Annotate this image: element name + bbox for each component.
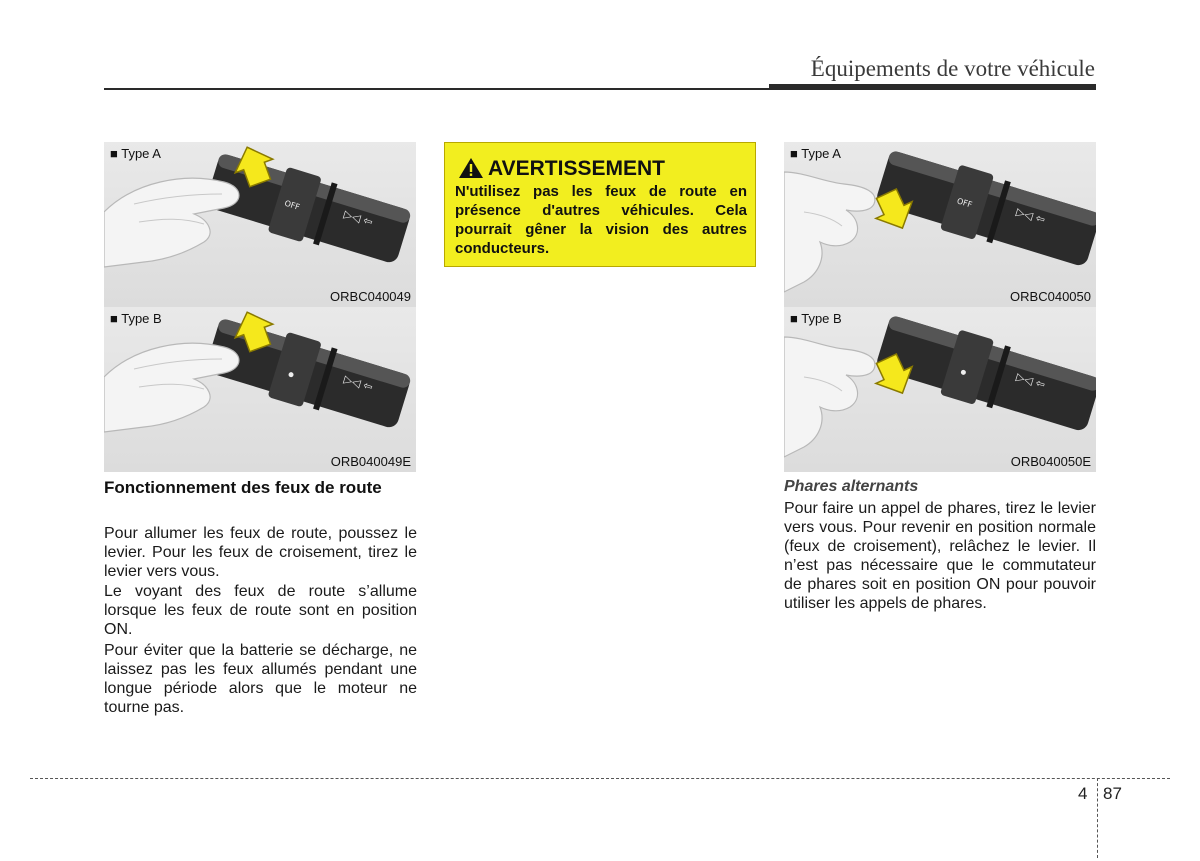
figure-right-type-a [784,142,1096,307]
paragraph: Le voyant des feux de route s’allume lorsque les feux de route sont en position ON. [104,583,417,638]
hand-shape [784,337,875,457]
page-header-title: Équipements de votre véhicule [810,56,1095,81]
figure-label: ■ Type A [790,146,841,161]
paragraph: Pour faire un appel de phares, tirez le levier vers vous. Pour revenir en position normale (feux de croisement), relâchez le levier. Il n’est pas nécessaire que le commutateur de phares soit en position ON pour pouvoir utiliser les appels de phares. [784,500,1096,612]
svg-text:OFF: OFF [283,198,301,212]
hand-shape [104,178,239,267]
header-rule-thin [104,88,770,90]
figure-code: ORB040049E [330,454,411,469]
lever-stalk [203,147,414,271]
lever-pull-illustration [784,142,1096,307]
lever-push-illustration [104,307,416,472]
figure-code: ORBC040049 [330,289,411,304]
paragraph: Pour éviter que la batterie se décharge, ne laissez pas les feux allumés pendant une longue période alors que le moteur ne tourne pas. [104,642,417,716]
svg-text:▷◁ ⇦: ▷◁ ⇦ [342,372,375,394]
figure-label: ■ Type B [790,311,842,326]
svg-text:▷◁ ⇦: ▷◁ ⇦ [1014,205,1047,227]
svg-text:OFF: OFF [955,196,974,210]
figure-code: ORBC040050 [1010,289,1091,304]
figure-left-type-a [104,142,416,307]
lever-pull-illustration [784,307,1096,472]
subheading: Phares alternants [784,478,919,495]
warning-title: AVERTISSEMENT [488,157,665,180]
svg-text:▷◁ ⇦: ▷◁ ⇦ [342,207,375,229]
figure-left-type-b [104,307,416,472]
warning-triangle-icon [458,157,484,179]
hand-shape [104,343,239,432]
footer-vertical-divider [1097,778,1098,858]
figure-label: ■ Type A [110,146,161,161]
lever-stalk [203,312,414,436]
page-number: 87 [1103,784,1122,803]
warning-text: N'utilisez pas les feux de route en présence d'autres véhicules. Cela pourrait gêner la vision des autres conducteurs. [455,183,747,257]
warning-box [444,142,756,267]
hand-shape [784,172,875,292]
svg-text:▷◁ ⇦: ▷◁ ⇦ [1014,370,1047,392]
figure-label: ■ Type B [110,311,162,326]
paragraph: Pour allumer les feux de route, poussez le levier. Pour les feux de croisement, tirez le levier vers vous. [104,525,417,580]
footer-divider [30,778,1170,779]
lever-push-illustration [104,142,416,307]
figure-right-type-b [784,307,1096,472]
figure-code: ORB040050E [1010,454,1091,469]
chapter-number: 4 [1078,784,1088,803]
header-rule-thick [769,84,1096,90]
section-title: Fonctionnement des feux de route [104,478,382,497]
